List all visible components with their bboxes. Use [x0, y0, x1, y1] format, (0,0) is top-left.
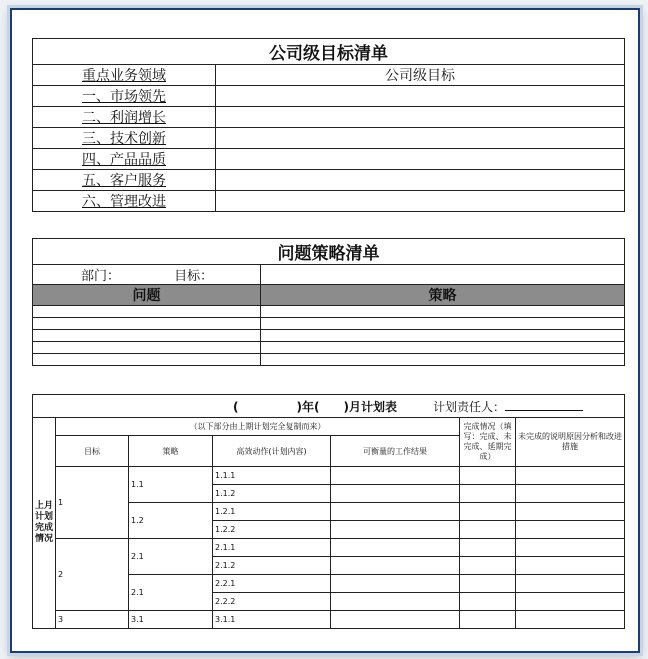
reason-cell[interactable] — [516, 521, 625, 539]
problem-strategy-table — [32, 238, 625, 366]
area-label: 三、技术创新 — [33, 128, 216, 149]
strategy-cell[interactable]: 2.1 — [129, 575, 213, 611]
action-cell[interactable]: 1.1.1 — [213, 467, 331, 485]
dept-label: 部门： — [81, 269, 121, 284]
col-header-area: 重点业务领域 — [33, 65, 216, 86]
col-header-goal: 公司级目标 — [216, 65, 625, 86]
target-cell[interactable]: 3 — [56, 611, 129, 629]
problem-cell[interactable] — [33, 342, 261, 354]
result-cell[interactable] — [331, 557, 460, 575]
action-cell[interactable]: 1.1.2 — [213, 485, 331, 503]
goal-cell[interactable] — [216, 170, 625, 191]
table-row — [33, 342, 625, 354]
result-cell[interactable] — [331, 521, 460, 539]
company-goals-table — [32, 38, 625, 212]
responsible-blank[interactable] — [505, 400, 583, 411]
status-cell[interactable] — [460, 557, 516, 575]
col-header-problem: 问题 — [33, 285, 261, 306]
reason-cell[interactable] — [516, 485, 625, 503]
table-row — [33, 330, 625, 342]
strategy-cell[interactable] — [261, 354, 625, 366]
col-header-target: 目标 — [56, 436, 129, 467]
problem-cell[interactable] — [33, 354, 261, 366]
result-cell[interactable] — [331, 485, 460, 503]
strategy-cell[interactable] — [261, 306, 625, 318]
result-cell[interactable] — [331, 593, 460, 611]
area-label: 一、市场领先 — [33, 86, 216, 107]
goal-cell[interactable] — [216, 107, 625, 128]
reason-cell[interactable] — [516, 611, 625, 629]
table-row — [33, 611, 625, 629]
strategy-cell[interactable] — [261, 318, 625, 330]
monthly-plan-table — [32, 394, 625, 629]
strategy-cell[interactable]: 1.1 — [129, 467, 213, 503]
result-cell[interactable] — [331, 611, 460, 629]
table-row — [33, 86, 625, 107]
last-month-status-label: 上月计划完成情况 — [33, 418, 56, 629]
status-cell[interactable] — [460, 521, 516, 539]
strategy-cell[interactable] — [261, 330, 625, 342]
col-header-strategy: 策略 — [261, 285, 625, 306]
reason-cell[interactable] — [516, 467, 625, 485]
reason-cell[interactable] — [516, 575, 625, 593]
plan-title-open: ( — [233, 399, 239, 414]
area-label: 六、管理改进 — [33, 191, 216, 212]
reason-cell[interactable] — [516, 557, 625, 575]
goal-cell[interactable] — [216, 149, 625, 170]
problem-cell[interactable] — [33, 318, 261, 330]
col-header-strategy: 策略 — [129, 436, 213, 467]
table-row — [33, 128, 625, 149]
goal-cell[interactable] — [216, 86, 625, 107]
problem-strategy-title: 问题策略清单 — [33, 239, 625, 265]
status-cell[interactable] — [460, 503, 516, 521]
reason-cell[interactable] — [516, 539, 625, 557]
plan-title-month: )月计划表 — [343, 399, 397, 414]
area-label: 二、利润增长 — [33, 107, 216, 128]
target-label: 目标： — [174, 269, 214, 284]
status-cell[interactable] — [460, 611, 516, 629]
strategy-cell[interactable]: 1.2 — [129, 503, 213, 539]
action-cell[interactable]: 2.2.1 — [213, 575, 331, 593]
goal-cell[interactable] — [216, 191, 625, 212]
problem-cell[interactable] — [33, 330, 261, 342]
target-cell[interactable]: 1 — [56, 467, 129, 539]
strategy-cell[interactable] — [261, 342, 625, 354]
strategy-cell[interactable]: 2.1 — [129, 539, 213, 575]
copy-note: （以下部分由上期计划完全复制而来） — [56, 418, 460, 436]
table-row — [33, 318, 625, 330]
reason-cell[interactable] — [516, 503, 625, 521]
col-header-reason: 未完成的说明原因分析和改进措施 — [516, 418, 625, 467]
table-row — [33, 149, 625, 170]
dept-target-cell[interactable] — [33, 265, 261, 285]
col-header-action: 高效动作(计划内容) — [213, 436, 331, 467]
problem-cell[interactable] — [33, 306, 261, 318]
responsible-label: 计划责任人： — [432, 399, 505, 414]
status-cell[interactable] — [460, 575, 516, 593]
goal-cell[interactable] — [216, 128, 625, 149]
table-row — [33, 306, 625, 318]
action-cell[interactable]: 2.1.1 — [213, 539, 331, 557]
table-row — [33, 107, 625, 128]
status-cell[interactable] — [460, 593, 516, 611]
reason-cell[interactable] — [516, 593, 625, 611]
table-row — [33, 354, 625, 366]
table-row — [33, 191, 625, 212]
result-cell[interactable] — [331, 575, 460, 593]
meta-blank-cell[interactable] — [261, 265, 625, 285]
status-cell[interactable] — [460, 467, 516, 485]
col-header-status: 完成情况（填写：完成、未完成、延期完成） — [460, 418, 516, 467]
area-label: 五、客户服务 — [33, 170, 216, 191]
document-sheet — [10, 8, 640, 653]
result-cell[interactable] — [331, 503, 460, 521]
action-cell[interactable]: 2.1.2 — [213, 557, 331, 575]
status-cell[interactable] — [460, 485, 516, 503]
table-row — [33, 539, 625, 557]
area-label: 四、产品品质 — [33, 149, 216, 170]
company-goals-title: 公司级目标清单 — [33, 39, 625, 65]
result-cell[interactable] — [331, 539, 460, 557]
action-cell[interactable]: 2.2.2 — [213, 593, 331, 611]
plan-title-row — [33, 395, 625, 418]
strategy-cell[interactable]: 3.1 — [129, 611, 213, 629]
action-cell[interactable]: 1.2.2 — [213, 521, 331, 539]
table-row — [33, 467, 625, 485]
result-cell[interactable] — [331, 467, 460, 485]
target-cell[interactable]: 2 — [56, 539, 129, 611]
plan-title-year: )年( — [296, 399, 320, 414]
table-row — [33, 170, 625, 191]
col-header-result: 可衡量的工作结果 — [331, 436, 460, 467]
action-cell[interactable]: 3.1.1 — [213, 611, 331, 629]
action-cell[interactable]: 1.2.1 — [213, 503, 331, 521]
status-cell[interactable] — [460, 539, 516, 557]
